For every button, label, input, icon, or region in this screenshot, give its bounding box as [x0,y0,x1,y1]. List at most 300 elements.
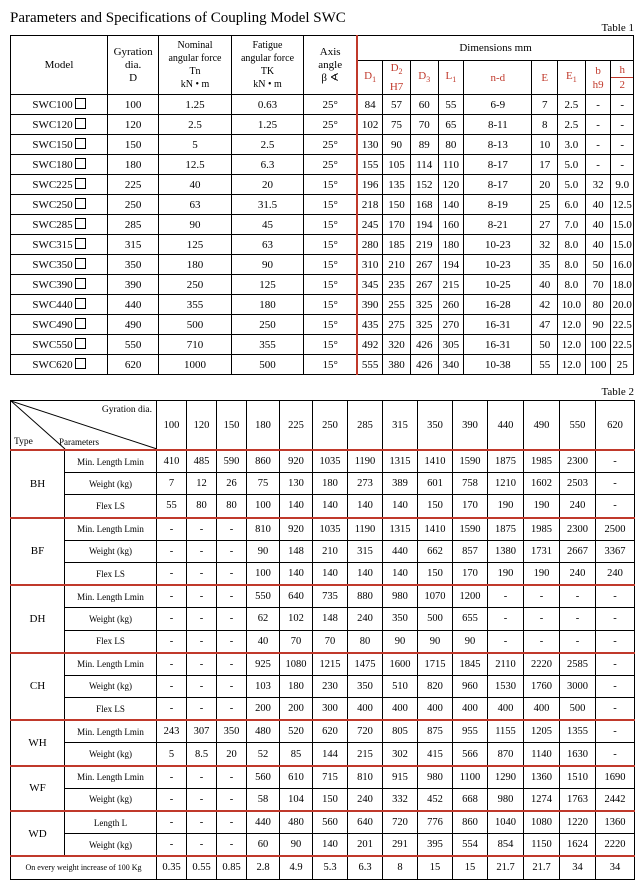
data-cell: 35 [532,255,558,275]
table-row [11,215,634,235]
data-cell: 240 [560,495,596,518]
data-cell: 15° [304,235,357,255]
data-cell: 15° [304,335,357,355]
data-cell: 15° [304,195,357,215]
model-name: SWC490 [32,319,73,331]
data-cell: 280 [357,235,383,255]
data-cell: 20 [231,175,304,195]
data-cell: 60 [410,95,438,115]
table-row [11,630,635,653]
data-cell: 25° [304,135,357,155]
data-cell: 273 [348,473,383,495]
table-row [11,315,634,335]
data-cell: - [157,788,187,811]
data-cell: 40 [585,215,611,235]
data-cell: 1410 [418,450,453,473]
data-cell: 215 [438,275,464,295]
data-cell: 5 [157,743,187,766]
table-row [11,295,634,315]
model-name: SWC120 [32,119,73,131]
data-cell: 1985 [524,518,560,541]
data-cell: 180 [231,295,304,315]
model-cell [11,135,108,155]
model-cell [11,235,108,255]
param-cell: Min. Length Lmin [65,653,157,676]
data-cell: 980 [383,585,418,608]
data-cell: 100 [108,95,159,115]
data-cell: - [187,630,217,653]
data-cell: 395 [418,834,453,857]
data-cell: 170 [453,562,488,585]
data-cell: 40 [585,195,611,215]
table-row [11,653,635,676]
data-cell: - [217,630,247,653]
data-cell: 2220 [524,653,560,676]
corner-gyration-label: Gyration dia. [101,405,152,415]
data-cell: 1624 [560,834,596,857]
data-cell: 42 [532,295,558,315]
data-cell: 160 [438,215,464,235]
header-dim-b-h9 [585,61,611,95]
data-cell: - [217,766,247,789]
data-cell: - [585,115,611,135]
data-cell: 63 [231,235,304,255]
data-cell: 104 [280,788,313,811]
data-cell: 25° [304,95,357,115]
model-name: SWC550 [32,339,73,351]
header-dim-text: D [390,62,399,75]
data-cell: 8.0 [558,235,586,255]
data-cell: 80 [187,495,217,518]
data-cell: - [611,115,634,135]
data-cell: 148 [313,608,348,630]
data-cell: 12.0 [558,335,586,355]
data-cell: 2.5 [159,115,232,135]
data-cell: 140 [348,562,383,585]
data-cell: 1760 [524,675,560,697]
data-cell: 16-28 [464,295,532,315]
data-cell: 345 [357,275,383,295]
header-gyration-dia: 350 [418,401,453,451]
data-cell: 250 [108,195,159,215]
data-cell: 235 [383,275,411,295]
header-dim-text: D [418,70,427,83]
data-cell: 291 [383,834,418,857]
data-cell: 201 [348,834,383,857]
table-row [11,585,635,608]
header-dim-numerator: h [611,63,633,78]
data-cell: 120 [108,115,159,135]
data-cell: 100 [247,562,280,585]
data-cell: 32 [532,235,558,255]
data-cell: 85 [280,743,313,766]
data-cell: 140 [313,834,348,857]
data-cell: 225 [108,175,159,195]
data-cell: 275 [383,315,411,335]
data-cell: 710 [159,335,232,355]
data-cell: 485 [187,450,217,473]
data-cell: 90 [383,135,411,155]
data-cell: 260 [438,295,464,315]
header-dim-sub: 1 [572,75,577,85]
data-cell: 25 [611,355,634,375]
data-cell: 215 [348,743,383,766]
data-cell: 20.0 [611,295,634,315]
data-cell: 426 [410,355,438,375]
data-cell: 70 [410,115,438,135]
header-dimensions: Dimensions mm [357,36,633,61]
data-cell: - [217,653,247,676]
data-cell: 350 [217,720,247,743]
data-cell: - [217,698,247,721]
data-cell: 1590 [453,518,488,541]
header-dim-text: L [445,70,453,83]
model-cell [11,95,108,115]
data-cell: 307 [187,720,217,743]
data-cell: 15° [304,255,357,275]
data-cell: 140 [313,495,348,518]
header-dim-e1 [558,61,586,95]
data-cell: 640 [348,811,383,834]
data-cell: 15° [304,315,357,335]
data-cell: 8.0 [558,255,586,275]
data-cell: 980 [488,788,524,811]
data-cell: 1035 [313,518,348,541]
header-dim-sub: 1 [372,75,377,85]
data-cell: - [217,585,247,608]
data-cell: 8-11 [464,115,532,135]
data-cell: 80 [348,630,383,653]
data-cell: 0.63 [231,95,304,115]
data-cell: 7 [157,473,187,495]
data-cell: 915 [383,766,418,789]
footer-value: 2.8 [247,856,280,879]
data-cell: 135 [383,175,411,195]
data-cell: 40 [585,235,611,255]
data-cell: 50 [585,255,611,275]
data-cell: 7.0 [558,215,586,235]
data-cell: 140 [280,562,313,585]
footer-value: 6.3 [348,856,383,879]
data-cell: 90 [280,834,313,857]
data-cell: 1205 [524,720,560,743]
header-gyration-dia: 180 [247,401,280,451]
data-cell: - [217,562,247,585]
data-cell: 32 [585,175,611,195]
data-cell: - [217,540,247,562]
data-cell: - [187,834,217,857]
data-cell: 210 [313,540,348,562]
data-cell: - [217,608,247,630]
data-cell: 62 [247,608,280,630]
data-cell: 55 [157,495,187,518]
table-row [11,115,634,135]
footer-value: 15 [453,856,488,879]
param-cell: Length L [65,811,157,834]
header-dim-denominator: 2 [619,79,625,91]
data-cell: 1.25 [231,115,304,135]
data-cell: 315 [348,540,383,562]
data-cell: 152 [410,175,438,195]
data-cell: 1035 [313,450,348,473]
table-row [11,811,635,834]
checkbox-square [75,98,86,109]
data-cell: 400 [348,698,383,721]
data-cell: 8 [532,115,558,135]
data-cell: 150 [418,495,453,518]
header-gyration-dia: 100 [157,401,187,451]
data-cell: 1080 [524,811,560,834]
data-cell: 15.0 [611,235,634,255]
data-cell: 10-25 [464,275,532,295]
data-cell: 16-31 [464,335,532,355]
data-cell: 1215 [313,653,348,676]
param-cell: Weight (kg) [65,743,157,766]
table-row [11,540,635,562]
data-cell: 267 [410,255,438,275]
header-dim-text: E [566,70,573,83]
data-cell: 40 [159,175,232,195]
checkbox-square [75,178,86,189]
footer-value: 0.85 [217,856,247,879]
data-cell: 350 [348,675,383,697]
data-cell: 2585 [560,653,596,676]
data-cell: 80 [585,295,611,315]
data-cell: - [187,518,217,541]
table-row [11,95,634,115]
data-cell: 3000 [560,675,596,697]
data-cell: 125 [231,275,304,295]
data-cell: - [488,585,524,608]
checkbox-square [75,298,86,309]
header-gyration-dia: 440 [488,401,524,451]
data-cell: - [611,135,634,155]
data-cell: 1315 [383,518,418,541]
data-cell: 190 [524,562,560,585]
table-row [11,698,635,721]
data-cell: 870 [488,743,524,766]
data-cell: 1410 [418,518,453,541]
data-cell: 8-17 [464,175,532,195]
data-cell: - [217,834,247,857]
data-cell: 190 [488,562,524,585]
table-row [11,135,634,155]
data-cell: 1274 [524,788,560,811]
data-cell: 400 [383,698,418,721]
data-cell: - [560,585,596,608]
data-cell: 105 [383,155,411,175]
data-cell: 196 [357,175,383,195]
data-cell: 1875 [488,518,524,541]
data-cell: 90 [247,540,280,562]
table-row [11,155,634,175]
table-row [11,720,635,743]
model-name: SWC250 [32,199,73,211]
data-cell: 3367 [596,540,635,562]
data-cell: - [187,788,217,811]
data-cell: 90 [231,255,304,275]
data-cell: 1.25 [159,95,232,115]
data-cell: 550 [247,585,280,608]
data-cell: 12.5 [611,195,634,215]
data-cell: 75 [383,115,411,135]
model-cell [11,335,108,355]
data-cell: 332 [383,788,418,811]
data-cell: 2.5 [558,95,586,115]
checkbox-square [75,338,86,349]
model-cell [11,315,108,335]
data-cell: - [596,473,635,495]
data-cell: 500 [159,315,232,335]
data-cell: 12 [187,473,217,495]
data-cell: 15° [304,215,357,235]
data-cell: 2667 [560,540,596,562]
model-cell [11,195,108,215]
data-cell: 1380 [488,540,524,562]
table-row [11,743,635,766]
data-cell: 100 [585,335,611,355]
data-cell: 25° [304,155,357,175]
model-name: SWC285 [32,219,73,231]
data-cell: - [187,608,217,630]
table-row [11,235,634,255]
data-cell: 150 [108,135,159,155]
param-cell: Flex LS [65,630,157,653]
data-cell: 70 [585,275,611,295]
data-cell: - [187,811,217,834]
data-cell: - [596,698,635,721]
data-cell: 16.0 [611,255,634,275]
data-cell: 1731 [524,540,560,562]
data-cell: 1200 [453,585,488,608]
param-cell: Weight (kg) [65,834,157,857]
data-cell: - [596,743,635,766]
checkbox-square [75,158,86,169]
data-cell: - [187,540,217,562]
data-cell: 240 [348,608,383,630]
model-name: SWC180 [32,159,73,171]
model-cell [11,355,108,375]
data-cell: 194 [438,255,464,275]
page-title: Parameters and Specifications of Coupling Model SWC [10,10,346,26]
data-cell: 26 [217,473,247,495]
data-cell: - [157,630,187,653]
data-cell: - [187,766,217,789]
data-cell: 90 [585,315,611,335]
type-cell: DH [11,585,65,653]
corner-params-label: Parameters [59,437,99,447]
data-cell: 25° [304,115,357,135]
data-cell: 1763 [560,788,596,811]
data-cell: 340 [438,355,464,375]
data-cell: 150 [418,562,453,585]
table-row [11,175,634,195]
data-cell: 140 [280,495,313,518]
data-cell: 2503 [560,473,596,495]
data-cell: - [596,630,635,653]
data-cell: 8-17 [464,155,532,175]
data-cell: 1875 [488,450,524,473]
footer-value: 15 [418,856,453,879]
data-cell: 440 [247,811,280,834]
data-cell: 150 [383,195,411,215]
data-cell: 20 [217,743,247,766]
data-cell: 70 [280,630,313,653]
data-cell: 218 [357,195,383,215]
data-cell: 355 [159,295,232,315]
data-cell: 267 [410,275,438,295]
table-row [11,834,635,857]
data-cell: - [187,675,217,697]
data-cell: 180 [280,675,313,697]
data-cell: 1845 [453,653,488,676]
data-cell: 10.0 [558,295,586,315]
data-cell: 8-21 [464,215,532,235]
header-model: Model [11,36,108,95]
data-cell: 80 [217,495,247,518]
header-gyration-dia: 550 [560,401,596,451]
data-cell: - [596,450,635,473]
data-cell: 490 [108,315,159,335]
data-cell: 3.0 [558,135,586,155]
data-cell: 305 [438,335,464,355]
data-cell: 390 [108,275,159,295]
data-cell: 114 [410,155,438,175]
data-cell: 1100 [453,766,488,789]
data-cell: 1590 [453,450,488,473]
data-cell: 84 [357,95,383,115]
model-cell [11,215,108,235]
data-cell: 389 [383,473,418,495]
data-cell: - [560,608,596,630]
data-cell: 18.0 [611,275,634,295]
data-cell: - [187,653,217,676]
data-cell: 480 [280,811,313,834]
data-cell: 80 [438,135,464,155]
header-dim-sub: 1 [452,75,457,85]
data-cell: 230 [313,675,348,697]
data-cell: - [157,811,187,834]
data-cell: 25 [532,195,558,215]
data-cell: 250 [231,315,304,335]
data-cell: 555 [357,355,383,375]
data-cell: 320 [383,335,411,355]
footer-value: 21.7 [524,856,560,879]
data-cell: 100 [247,495,280,518]
data-cell: - [488,630,524,653]
data-cell: 200 [280,698,313,721]
header-dim-l1 [438,61,464,95]
checkbox-square [75,318,86,329]
data-cell: 22.5 [611,315,634,335]
param-cell: Weight (kg) [65,540,157,562]
data-cell: 110 [438,155,464,175]
data-cell: 5 [159,135,232,155]
data-cell: - [157,675,187,697]
data-cell: 6-9 [464,95,532,115]
data-cell: 390 [357,295,383,315]
data-cell: 1040 [488,811,524,834]
data-cell: 144 [313,743,348,766]
data-cell: 1530 [488,675,524,697]
data-cell: 7 [532,95,558,115]
data-cell: 1220 [560,811,596,834]
model-cell [11,275,108,295]
data-cell: 10-23 [464,255,532,275]
table-row [11,608,635,630]
data-cell: 120 [438,175,464,195]
data-cell: 400 [524,698,560,721]
